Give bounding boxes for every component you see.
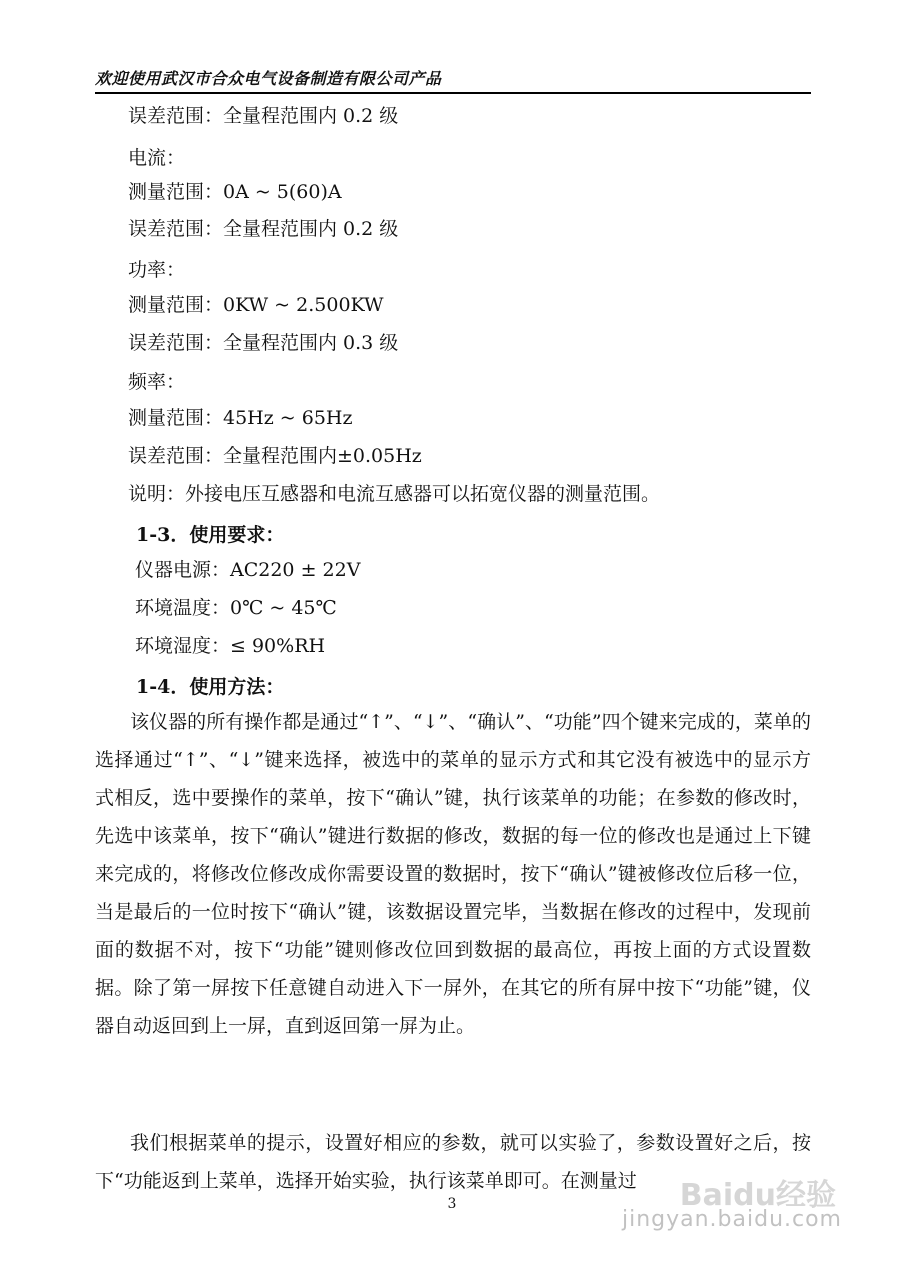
header-title: 欢迎使用武汉市合众电气设备制造有限公司产品 xyxy=(95,69,442,88)
section-title-usage-method: 1-4．使用方法： xyxy=(136,676,285,698)
spec-line: 测量范围：45Hz ~ 65Hz xyxy=(128,407,353,429)
body-paragraph: 该仪器的所有操作都是通过“↑”、“↓”、“确认”、“功能”四个键来完成的，菜单的选择通过“↑”、“↓”键来选择，被选中的菜单的显示方式和其它没有被选中的显示方式相反，选中要操作的菜单，按下“确认”键，执行该菜单的功能；在参数的修改时，先选中该菜单，按下“确认”键进行数据的修改，数据的每一位的修改也是通过上下键来完成的，将修改位修改成你需要设置的数据时，按下“确认”键被修改位后移一位，当是最后的一位时按下“确认”键，该数据设置完毕，当数据在修改的过程中，发现前面的数据不对，按下“功能”键则修改位回到数据的最高位，再按上面的方式设置数据。除了第一屏按下任意键自动进入下一屏外，在其它的所有屏中按下“功能”键，仪器自动返回到上一屏，直到返回第一屏为止。 xyxy=(95,711,811,1037)
requirement-line: 环境温度：0℃ ~ 45℃ xyxy=(135,597,337,619)
page-number: 3 xyxy=(447,1196,457,1212)
spec-line: 电流： xyxy=(128,147,186,169)
watermark-url: jingyan.baidu.com xyxy=(621,1207,842,1232)
spec-line: 功率： xyxy=(128,259,186,281)
note-line: 说明：外接电压互感器和电流互感器可以拓宽仪器的测量范围。 xyxy=(128,483,661,505)
spec-line: 误差范围：全量程范围内 0.2 级 xyxy=(128,105,399,127)
spec-line: 误差范围：全量程范围内 0.3 级 xyxy=(128,332,399,354)
page-header xyxy=(95,62,811,94)
body-paragraph: 我们根据菜单的提示，设置好相应的参数，就可以实验了，参数设置好之后，按下“功能返到上菜单，选择开始实验，执行该菜单即可。在测量过 xyxy=(95,1132,811,1192)
section-title-usage-requirements: 1-3．使用要求： xyxy=(136,524,285,546)
spec-line: 误差范围：全量程范围内 0.2 级 xyxy=(128,218,399,240)
requirement-line: 仪器电源：AC220 ± 22V xyxy=(135,559,361,581)
spec-line: 频率： xyxy=(128,371,186,393)
watermark-logo: Baidu经验 xyxy=(679,1178,836,1213)
spec-line: 误差范围：全量程范围内±0.05Hz xyxy=(128,445,422,467)
requirement-line: 环境湿度：≤ 90%RH xyxy=(135,635,326,657)
spec-line: 测量范围：0KW ~ 2.500KW xyxy=(128,294,384,316)
spec-line: 测量范围：0A ~ 5(60)A xyxy=(128,181,342,203)
